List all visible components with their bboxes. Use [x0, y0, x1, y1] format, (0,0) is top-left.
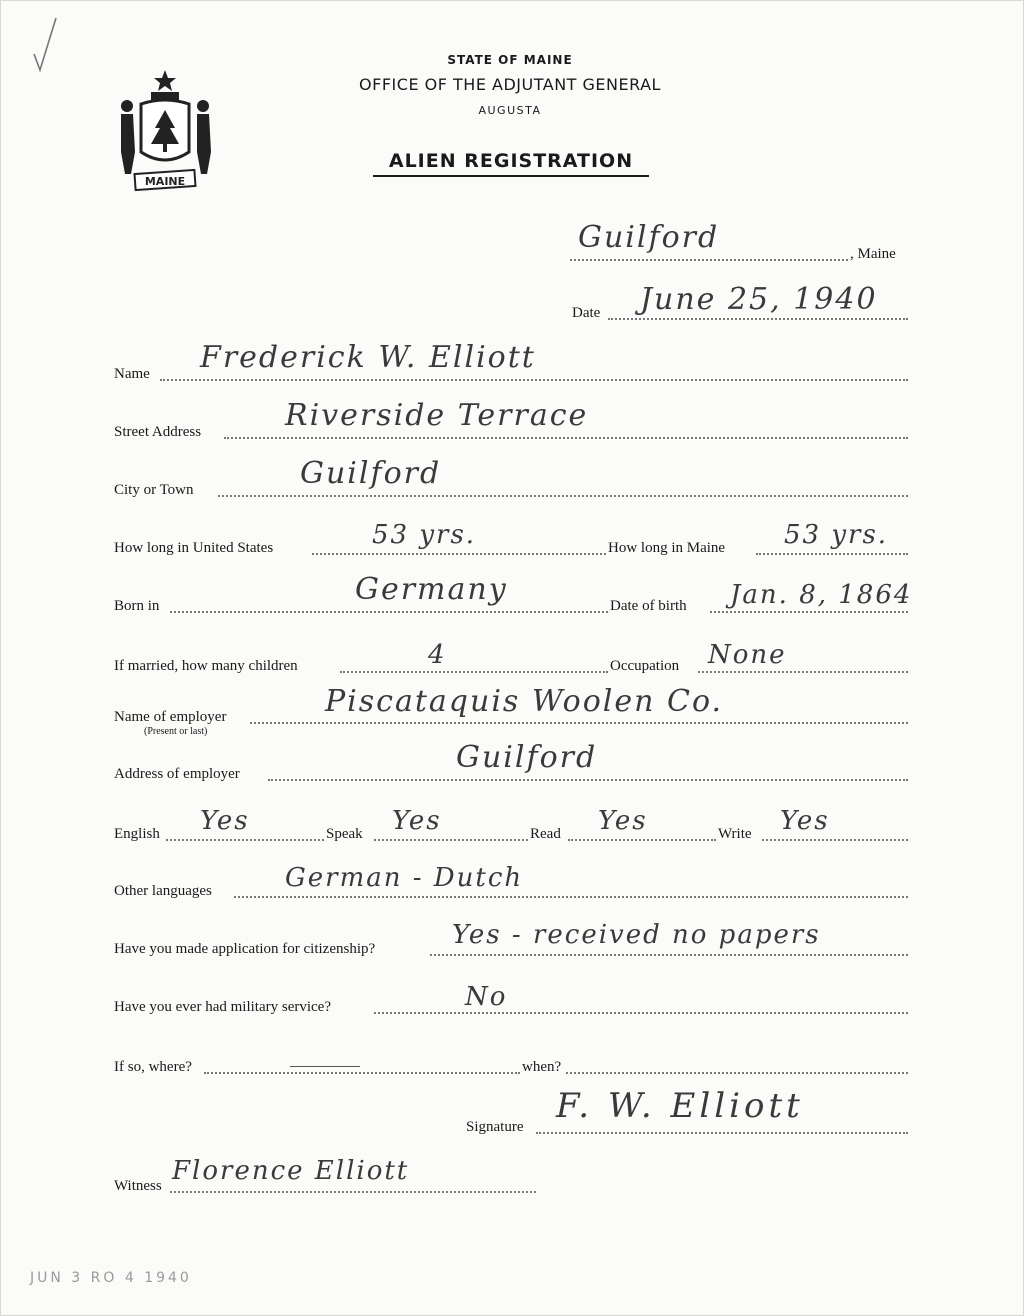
- employer-line: [250, 722, 908, 724]
- speak-line: [374, 839, 528, 841]
- town-value: Guilford: [578, 220, 720, 255]
- street-address-value: Riverside Terrace: [285, 398, 589, 433]
- write-line: [762, 839, 908, 841]
- witness-label: Witness: [114, 1178, 162, 1194]
- english-value: Yes: [200, 806, 250, 836]
- check-mark-icon: [30, 14, 60, 74]
- when-label: when?: [522, 1059, 562, 1075]
- witness-line: [170, 1191, 536, 1193]
- english-label: English: [114, 826, 160, 842]
- employer-label: Name of employer: [114, 709, 227, 725]
- how-long-us-label: How long in United States: [114, 540, 274, 556]
- town-line: [570, 259, 848, 261]
- write-value: Yes: [780, 806, 830, 836]
- read-value: Yes: [598, 806, 648, 836]
- citizenship-line: [430, 954, 908, 956]
- military-value: No: [465, 982, 508, 1012]
- children-line: [340, 671, 608, 673]
- citizenship-value: Yes - received no papers: [452, 920, 821, 950]
- employer-address-value: Guilford: [456, 740, 598, 775]
- city-label: City or Town: [114, 482, 194, 498]
- date-value: June 25, 1940: [640, 282, 878, 317]
- other-languages-label: Other languages: [114, 883, 212, 899]
- name-value: Frederick W. Elliott: [200, 340, 536, 375]
- name-line: [160, 379, 908, 381]
- speak-label: Speak: [326, 826, 363, 842]
- speak-value: Yes: [392, 806, 442, 836]
- read-line: [568, 839, 716, 841]
- if-so-where-label: If so, where?: [114, 1059, 192, 1075]
- office-header: OFFICE OF THE ADJUTANT GENERAL: [359, 75, 661, 94]
- signature-label: Signature: [466, 1119, 524, 1135]
- other-languages-line: [234, 896, 908, 898]
- maine-seal-icon: [113, 66, 217, 194]
- how-long-maine-label: How long in Maine: [608, 540, 726, 556]
- write-label: Write: [718, 826, 752, 842]
- city-value: Guilford: [300, 456, 442, 491]
- where-line: [204, 1072, 520, 1074]
- born-in-line: [170, 611, 608, 613]
- occupation-line: [698, 671, 908, 673]
- date-of-birth-line: [710, 611, 908, 613]
- when-line: [566, 1072, 908, 1074]
- occupation-value: None: [708, 640, 787, 670]
- how-long-maine-value: 53 yrs.: [784, 520, 889, 550]
- form-title: ALIEN REGISTRATION: [373, 150, 649, 177]
- maine-suffix-label: , Maine: [850, 246, 896, 262]
- signature-value: F. W. Elliott: [556, 1086, 804, 1126]
- military-label: Have you ever had military service?: [114, 999, 331, 1015]
- children-label: If married, how many children: [114, 658, 298, 674]
- signature-line: [536, 1132, 908, 1134]
- city-header: AUGUSTA: [478, 104, 542, 117]
- received-stamp: JUN 3 RO 4 1940: [30, 1270, 192, 1286]
- witness-value: Florence Elliott: [172, 1156, 410, 1186]
- date-of-birth-value: Jan. 8, 1864: [730, 580, 913, 610]
- children-value: 4: [428, 640, 447, 670]
- street-address-line: [224, 437, 908, 439]
- state-header: STATE OF MAINE: [447, 53, 573, 67]
- seal-text: MAINE: [144, 175, 186, 188]
- citizenship-label: Have you made application for citizenship?: [114, 941, 376, 957]
- how-long-us-line: [312, 553, 606, 555]
- occupation-label: Occupation: [610, 658, 680, 674]
- born-in-label: Born in: [114, 598, 160, 614]
- street-address-label: Street Address: [114, 424, 202, 440]
- how-long-maine-line: [756, 553, 908, 555]
- born-in-value: Germany: [355, 572, 508, 607]
- city-line: [218, 495, 908, 497]
- other-languages-value: German - Dutch: [285, 863, 524, 893]
- date-of-birth-label: Date of birth: [610, 598, 687, 614]
- read-label: Read: [530, 826, 561, 842]
- date-label: Date: [572, 305, 601, 321]
- military-line: [374, 1012, 908, 1014]
- english-line: [166, 839, 324, 841]
- how-long-us-value: 53 yrs.: [372, 520, 477, 550]
- employer-note: (Present or last): [144, 726, 208, 737]
- employer-value: Piscataquis Woolen Co.: [325, 684, 724, 719]
- where-dash-mark: [290, 1066, 360, 1067]
- name-label: Name: [114, 366, 150, 382]
- employer-address-label: Address of employer: [114, 766, 240, 782]
- employer-address-line: [268, 779, 908, 781]
- date-line: [608, 318, 908, 320]
